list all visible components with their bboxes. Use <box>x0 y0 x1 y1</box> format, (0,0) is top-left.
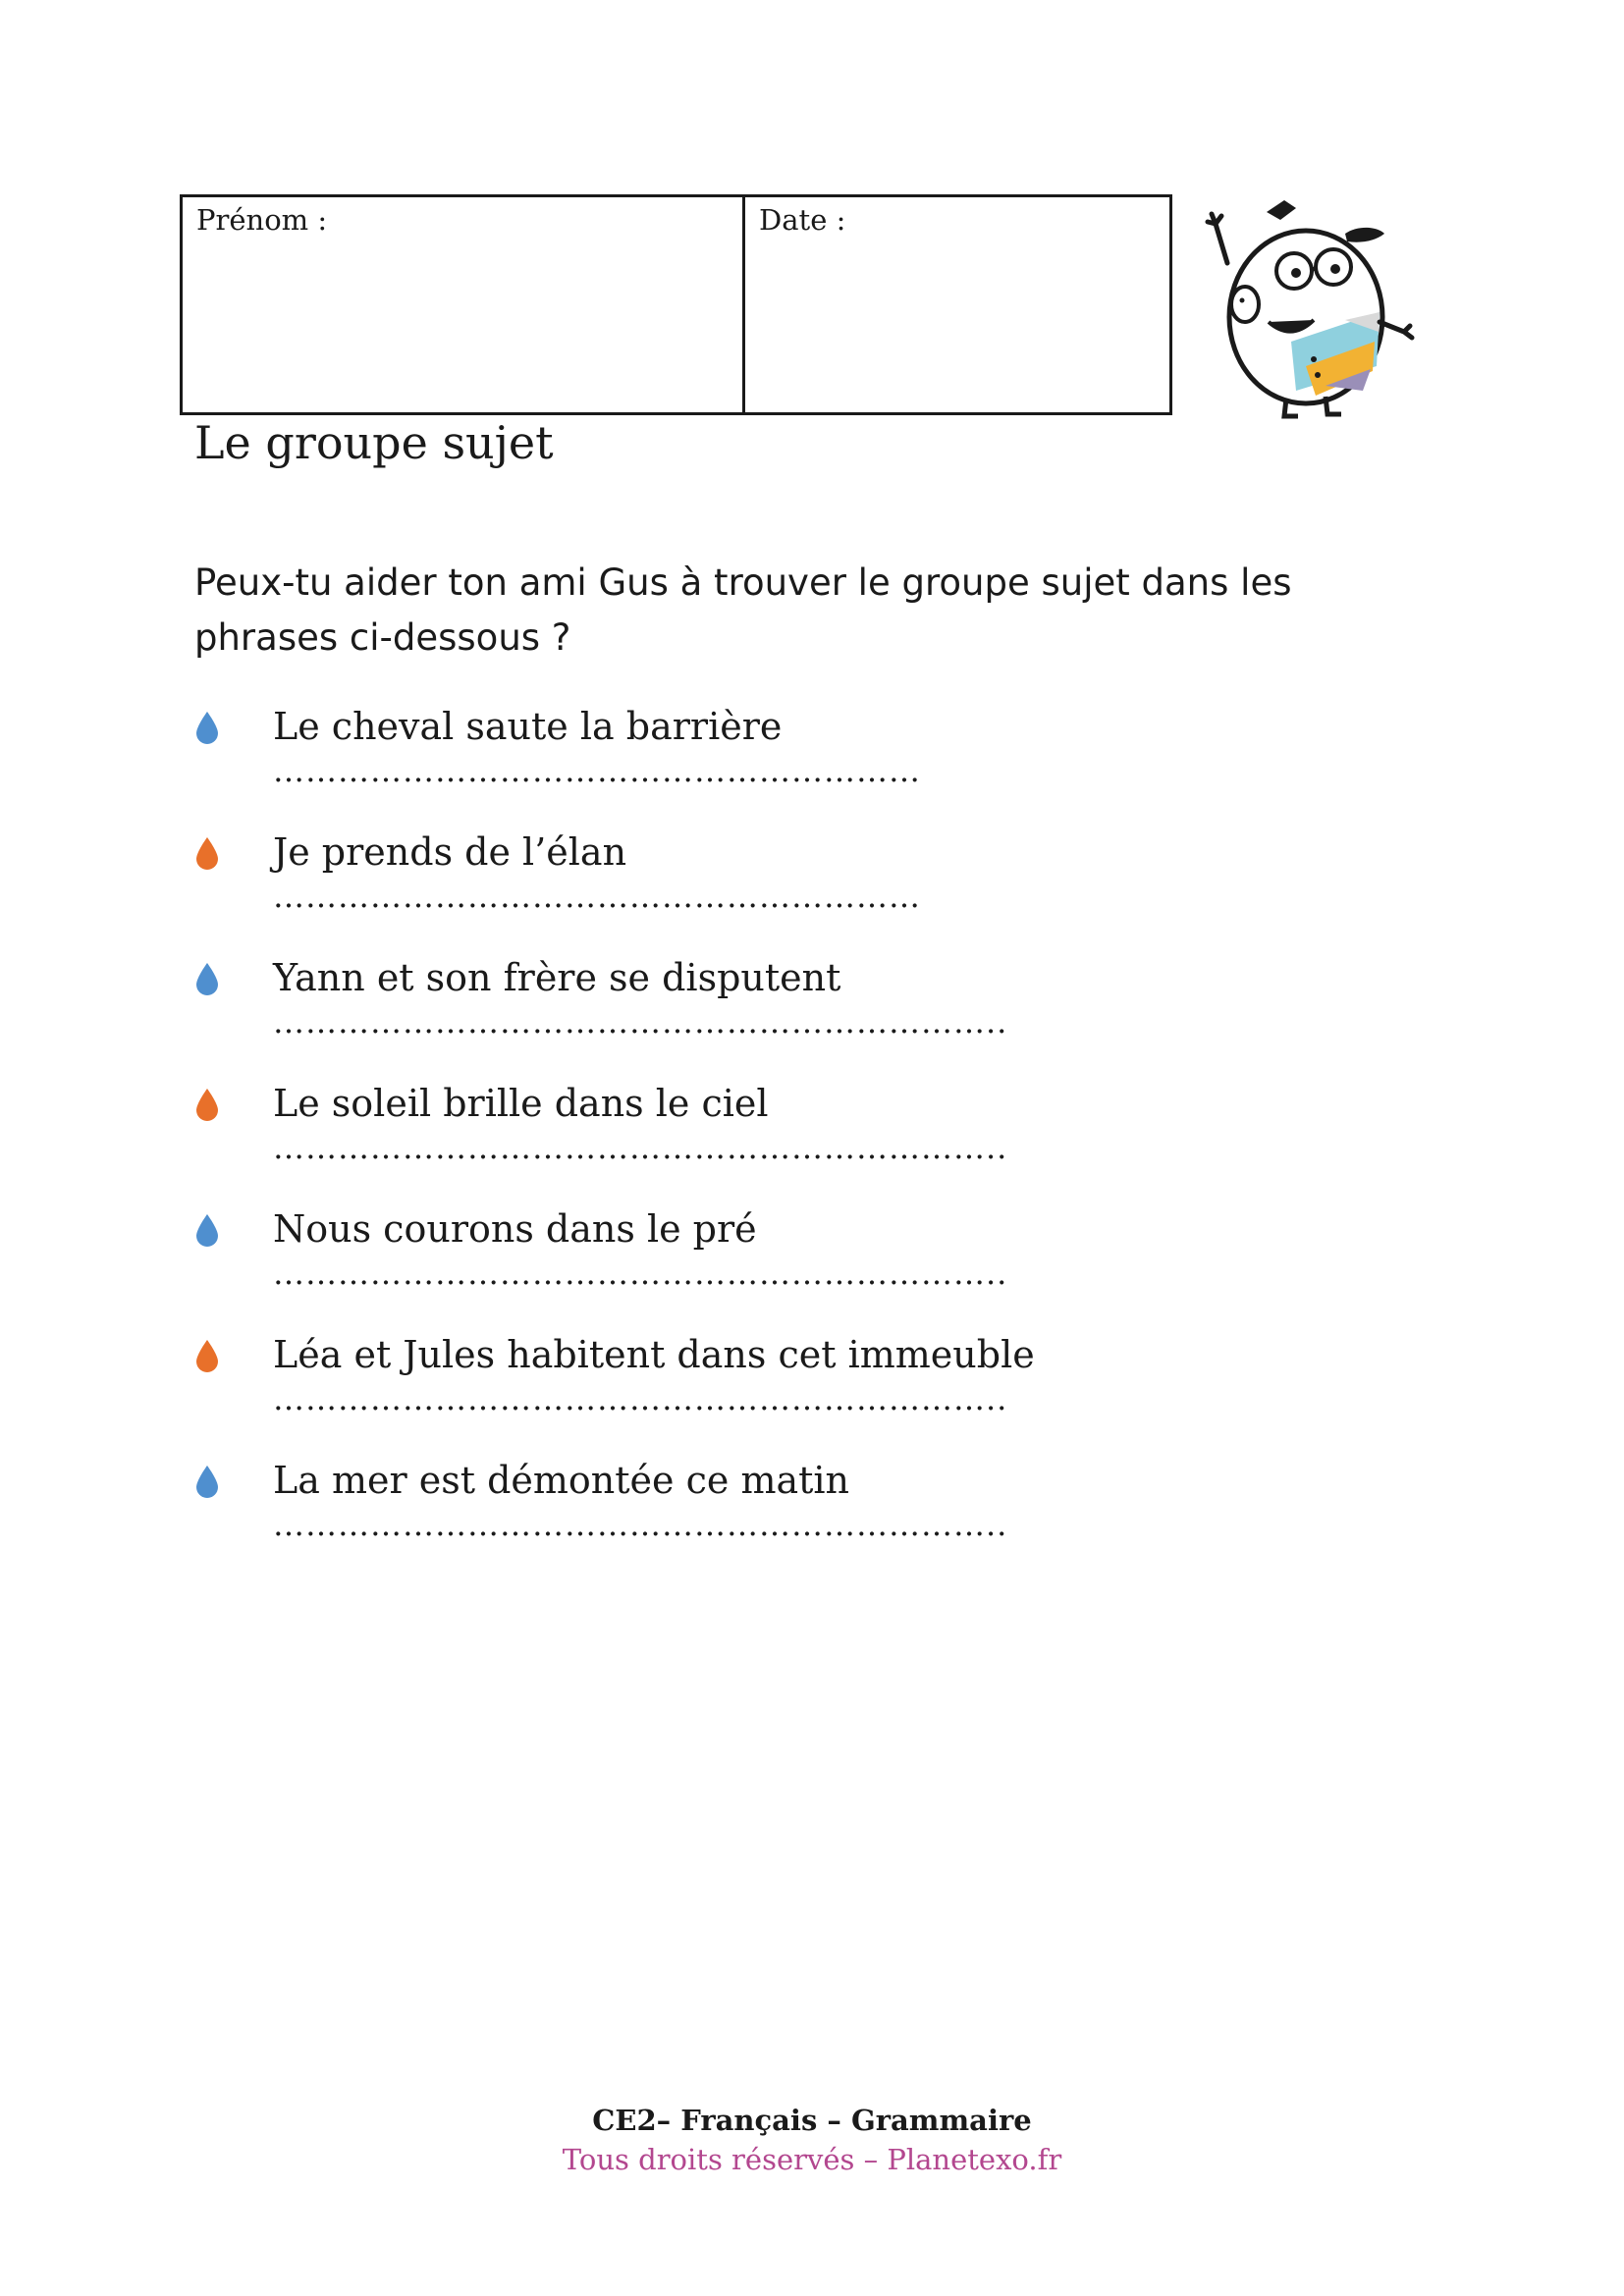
sentence-text: Léa et Jules habitent dans cet immeuble <box>273 1333 1035 1376</box>
name-field[interactable] <box>183 197 745 412</box>
sentence-text: La mer est démontée ce matin <box>273 1459 850 1502</box>
answer-line[interactable]: ………………………………………………………….. <box>273 1380 1008 1417</box>
answer-line[interactable]: …………………………………………………… <box>273 752 921 789</box>
exercise-item <box>0 1459 1624 1584</box>
sentence-text: Nous courons dans le pré <box>273 1207 757 1251</box>
instruction-text: Peux-tu aider ton ami Gus à trouver le groupe sujet dans les phrases ci-dessous ? <box>194 561 1292 659</box>
exercise-item <box>0 705 1624 830</box>
exercise-item <box>0 830 1624 956</box>
footer <box>0 2101 1624 2179</box>
drop-bullet-icon <box>194 836 220 870</box>
drop-bullet-icon <box>194 1213 220 1247</box>
footer-copyright: Tous droits réservés – Planetexo.fr <box>562 2143 1062 2176</box>
sheep-mascot-icon <box>1198 194 1416 420</box>
exercise-item <box>0 1207 1624 1333</box>
sentence-text: Yann et son frère se disputent <box>273 956 841 999</box>
sentence-text: Je prends de l’élan <box>273 830 627 874</box>
student-info-box <box>180 194 1172 415</box>
answer-line[interactable]: …………………………………………………… <box>273 878 921 915</box>
footer-subject: CE2– Français – Grammaire <box>592 2104 1032 2137</box>
exercise-item <box>0 1082 1624 1207</box>
sentence-text: Le cheval saute la barrière <box>273 705 783 748</box>
exercise-item <box>0 1333 1624 1459</box>
date-label: Date : <box>759 203 846 237</box>
drop-bullet-icon <box>194 962 220 995</box>
exercise-item <box>0 956 1624 1082</box>
sentence-text: Le soleil brille dans le ciel <box>273 1082 769 1125</box>
answer-line[interactable]: ………………………………………………………….. <box>273 1003 1008 1041</box>
name-label: Prénom : <box>196 203 328 237</box>
answer-line[interactable]: ………………………………………………………….. <box>273 1129 1008 1166</box>
drop-bullet-icon <box>194 1088 220 1121</box>
drop-bullet-icon <box>194 1465 220 1498</box>
drop-bullet-icon <box>194 711 220 744</box>
page-title: Le groupe sujet <box>194 416 554 469</box>
exercise-list <box>0 705 1624 1584</box>
answer-line[interactable]: ………………………………………………………….. <box>273 1255 1008 1292</box>
date-field[interactable] <box>745 197 1169 412</box>
drop-bullet-icon <box>194 1339 220 1372</box>
answer-line[interactable]: ………………………………………………………….. <box>273 1506 1008 1543</box>
